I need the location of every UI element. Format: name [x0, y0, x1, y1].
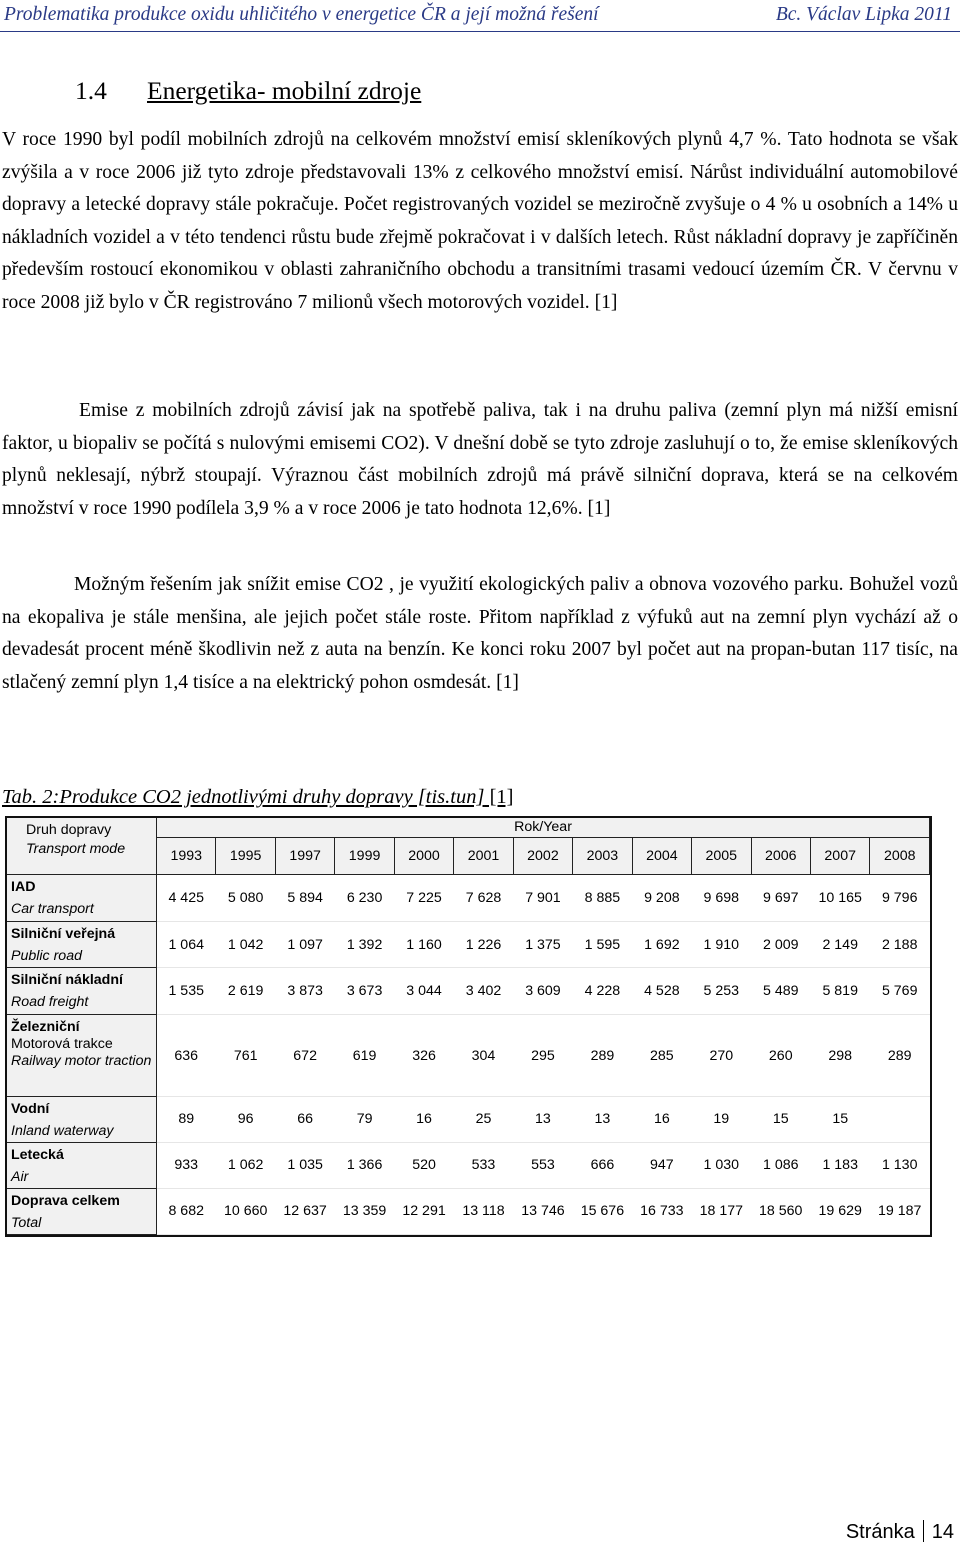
- table-cell: 25: [454, 1096, 513, 1142]
- row-label: [6, 968, 157, 1015]
- table-row: [6, 875, 930, 922]
- table-cell: 1 086: [751, 1142, 810, 1188]
- table-cell: 18 560: [751, 1188, 810, 1234]
- row-label-en: Railway motor traction: [11, 1053, 152, 1070]
- table-cell: 5 819: [810, 968, 869, 1015]
- table-cell: 13: [513, 1096, 572, 1142]
- table-cell: 15 676: [573, 1188, 632, 1234]
- table-cell: 1 692: [632, 922, 691, 968]
- year-header-cell: 1993: [157, 838, 216, 875]
- row-label: [6, 1015, 157, 1096]
- row-label: [6, 922, 157, 968]
- table-cell: 1 062: [216, 1142, 275, 1188]
- row-label-cz: Doprava celkem: [11, 1192, 120, 1209]
- table-cell: 16: [394, 1096, 453, 1142]
- year-header-cell: 2002: [513, 838, 572, 875]
- table-cell: 1 535: [157, 968, 216, 1015]
- table-row: [6, 922, 930, 968]
- table-cell: 13 118: [454, 1188, 513, 1234]
- table-cell: 9 796: [870, 875, 930, 922]
- table-cell: 79: [335, 1096, 394, 1142]
- table-corner-header: [6, 817, 157, 875]
- row-label-cz: Železniční: [11, 1019, 80, 1036]
- table-cell: 6 230: [335, 875, 394, 922]
- table-cell: 298: [810, 1015, 869, 1096]
- footer-page-label: Stránka: [845, 1521, 915, 1543]
- table-cell: 295: [513, 1015, 572, 1096]
- row-label-cz: Silniční veřejná: [11, 926, 116, 943]
- table-cell: 9 208: [632, 875, 691, 922]
- table-cell: 1 035: [275, 1142, 334, 1188]
- corner-label-cz: Druh dopravy: [26, 822, 112, 838]
- table-caption: [2, 786, 514, 809]
- table-cell: 672: [275, 1015, 334, 1096]
- table-cell: 2 149: [810, 922, 869, 968]
- table-cell: 761: [216, 1015, 275, 1096]
- header-rule: [0, 31, 960, 32]
- paragraph-3: Možným řešením jak snížit emise CO2 , je využití ekologických paliv a obnova vozového parku. Bohužel vozů na ekopaliva je stále menšina, ale jejich počet stále roste. Přitom například z výfuků aut na zemní plyn vychází až o devadesát procent méně škodlivin než z auta na benzín. Ke konci roku 2007 byl počet aut na propan-butan 117 tisíc, na stlačený zemní plyn 1,4 tisíce a na elektrický pohon osmdesát. [1]: [2, 574, 958, 693]
- table-cell: 553: [513, 1142, 572, 1188]
- footer-page-number: 14: [931, 1521, 954, 1543]
- row-label-en: Inland waterway: [11, 1122, 114, 1139]
- table-cell: 1 183: [810, 1142, 869, 1188]
- table-cell: 947: [632, 1142, 691, 1188]
- table-caption-title: Tab. 2:Produkce CO2 jednotlivými druhy dopravy [tis.tun]: [2, 786, 485, 808]
- table-cell: 3 673: [335, 968, 394, 1015]
- table-cell: 89: [157, 1096, 216, 1142]
- table-cell: 7 901: [513, 875, 572, 922]
- table-cell: 289: [870, 1015, 930, 1096]
- table-cell: 1 375: [513, 922, 572, 968]
- table-cell: 1 064: [157, 922, 216, 968]
- table-row: [6, 1142, 930, 1188]
- table-cell: 1 097: [275, 922, 334, 968]
- table-cell: 304: [454, 1015, 513, 1096]
- table-cell: 96: [216, 1096, 275, 1142]
- row-label-cz-sub: Motorová trakce: [11, 1036, 113, 1053]
- table-cell: 15: [751, 1096, 810, 1142]
- year-header-cell: 2008: [870, 838, 930, 875]
- table-cell: 326: [394, 1015, 453, 1096]
- year-header-cell: 2006: [751, 838, 810, 875]
- year-group-header: Rok/Year: [157, 817, 930, 838]
- row-label: [6, 1142, 157, 1188]
- year-header-cell: 1999: [335, 838, 394, 875]
- table-cell: 8 682: [157, 1188, 216, 1234]
- year-header-cell: 2004: [632, 838, 691, 875]
- year-header-cell: 2001: [454, 838, 513, 875]
- table-cell: 270: [692, 1015, 751, 1096]
- section-heading: [75, 76, 875, 106]
- table-cell: [870, 1096, 930, 1142]
- table-row: [6, 1015, 930, 1096]
- table-cell: 10 165: [810, 875, 869, 922]
- table-cell: 3 044: [394, 968, 453, 1015]
- table-cell: 4 528: [632, 968, 691, 1015]
- year-header-cell: 1995: [216, 838, 275, 875]
- header-author: Bc. Václav Lipka 2011: [775, 4, 952, 25]
- table-row: [6, 968, 930, 1015]
- header-title: Problematika produkce oxidu uhličitého v energetice ČR a její možná řešení: [4, 4, 599, 25]
- table-cell: 2 009: [751, 922, 810, 968]
- table-cell: 4 425: [157, 875, 216, 922]
- table-cell: 1 130: [870, 1142, 930, 1188]
- emissions-table: [5, 816, 930, 1235]
- table-row: [6, 1188, 930, 1234]
- page-footer: [846, 1520, 954, 1544]
- table-cell: 13: [573, 1096, 632, 1142]
- page-header: [0, 0, 960, 33]
- footer-separator: [923, 1520, 924, 1542]
- table-cell: 636: [157, 1015, 216, 1096]
- table-cell: 1 392: [335, 922, 394, 968]
- table-cell: 19: [692, 1096, 751, 1142]
- table-cell: 18 177: [692, 1188, 751, 1234]
- table-cell: 13 359: [335, 1188, 394, 1234]
- corner-label-en: Transport mode: [26, 841, 126, 857]
- table-cell: 8 885: [573, 875, 632, 922]
- row-label-en: Car transport: [11, 901, 94, 918]
- table-cell: 260: [751, 1015, 810, 1096]
- table-cell: 1 366: [335, 1142, 394, 1188]
- row-label-en: Air: [11, 1168, 29, 1185]
- table-row: [6, 1096, 930, 1142]
- table-cell: 619: [335, 1015, 394, 1096]
- table-cell: 13 746: [513, 1188, 572, 1234]
- table-cell: 7 628: [454, 875, 513, 922]
- section-title: Energetika- mobilní zdroje: [147, 76, 422, 105]
- row-label: [6, 1188, 157, 1234]
- emissions-table-wrapper: [5, 816, 930, 1235]
- table-caption-ref: [1]: [484, 786, 514, 808]
- year-header-cell: 2003: [573, 838, 632, 875]
- table-cell: 12 637: [275, 1188, 334, 1234]
- table-cell: 12 291: [394, 1188, 453, 1234]
- year-header-cell: 2005: [692, 838, 751, 875]
- table-cell: 2 188: [870, 922, 930, 968]
- table-cell: 7 225: [394, 875, 453, 922]
- year-header-cell: 2007: [810, 838, 869, 875]
- table-cell: 3 609: [513, 968, 572, 1015]
- row-label-cz: Silniční nákladní: [11, 972, 123, 989]
- table-cell: 3 402: [454, 968, 513, 1015]
- table-cell: 1 910: [692, 922, 751, 968]
- row-label-cz: Letecká: [11, 1146, 64, 1163]
- table-cell: 1 226: [454, 922, 513, 968]
- row-label-en: Road freight: [11, 994, 89, 1011]
- table-cell: 2 619: [216, 968, 275, 1015]
- table-cell: 19 187: [870, 1188, 930, 1234]
- row-label: [6, 1096, 157, 1142]
- table-cell: 666: [573, 1142, 632, 1188]
- row-label: [6, 875, 157, 922]
- table-cell: 16 733: [632, 1188, 691, 1234]
- paragraph-1: V roce 1990 byl podíl mobilních zdrojů na celkovém množství emisí skleníkových plynů 4,7 %. Tato hodnota se však zvýšila a v roce 2006 již tyto zdroje představovali 13% z celkového množství emisí. Nárůst individuální automobilové dopravy a letecké dopravy stále pokračuje. Počet registrovaných vozidel se meziročně zvyšuje o 4 % u osobních a 14% u nákladních vozidel a v této tendenci růstu bude zřejmě pokračovat i v dalších letech. Růst nákladní dopravy je zapříčiněn především rostoucí ekonomikou v oblasti zahraničního obchodu a transitními trasami vedoucí územím ČR. V červnu v roce 2008 již bylo v ČR registrováno 7 milionů všech motorových vozidel. [1]: [2, 129, 958, 313]
- table-cell: 5 769: [870, 968, 930, 1015]
- table-cell: 5 489: [751, 968, 810, 1015]
- table-cell: 933: [157, 1142, 216, 1188]
- table-cell: 533: [454, 1142, 513, 1188]
- table-cell: 16: [632, 1096, 691, 1142]
- table-cell: 1 042: [216, 922, 275, 968]
- table-cell: 1 160: [394, 922, 453, 968]
- table-cell: 9 698: [692, 875, 751, 922]
- table-cell: 10 660: [216, 1188, 275, 1234]
- year-header-cell: 2000: [394, 838, 453, 875]
- year-header-cell: 1997: [275, 838, 334, 875]
- table-cell: 19 629: [810, 1188, 869, 1234]
- row-label-en: Total: [11, 1214, 42, 1231]
- table-cell: 289: [573, 1015, 632, 1096]
- table-cell: 1 030: [692, 1142, 751, 1188]
- section-number: 1.4: [75, 76, 107, 105]
- row-label-cz: IAD: [11, 879, 36, 896]
- table-cell: 5 080: [216, 875, 275, 922]
- row-label-en: Public road: [11, 948, 82, 965]
- row-label-cz: Vodní: [11, 1100, 50, 1117]
- table-cell: 4 228: [573, 968, 632, 1015]
- table-cell: 9 697: [751, 875, 810, 922]
- table-cell: 66: [275, 1096, 334, 1142]
- table-cell: 285: [632, 1015, 691, 1096]
- table-cell: 520: [394, 1142, 453, 1188]
- table-cell: 5 253: [692, 968, 751, 1015]
- paragraph-2: Emise z mobilních zdrojů závisí jak na spotřebě paliva, tak i na druhu paliva (zemní plyn má nižší emisní faktor, u biopaliv se počítá s nulovými emisemi CO2). V dnešní době se tyto zdroje zasluhují o to, že emise skleníkových plynů neklesají, nýbrž stoupají. Výraznou část mobilních zdrojů má právě silniční doprava, která se na celkovém množství v roce 1990 podílela 3,9 % a v roce 2006 je tato hodnota 12,6%. [1]: [2, 400, 958, 519]
- table-cell: 15: [810, 1096, 869, 1142]
- table-cell: 3 873: [275, 968, 334, 1015]
- table-cell: 5 894: [275, 875, 334, 922]
- table-cell: 1 595: [573, 922, 632, 968]
